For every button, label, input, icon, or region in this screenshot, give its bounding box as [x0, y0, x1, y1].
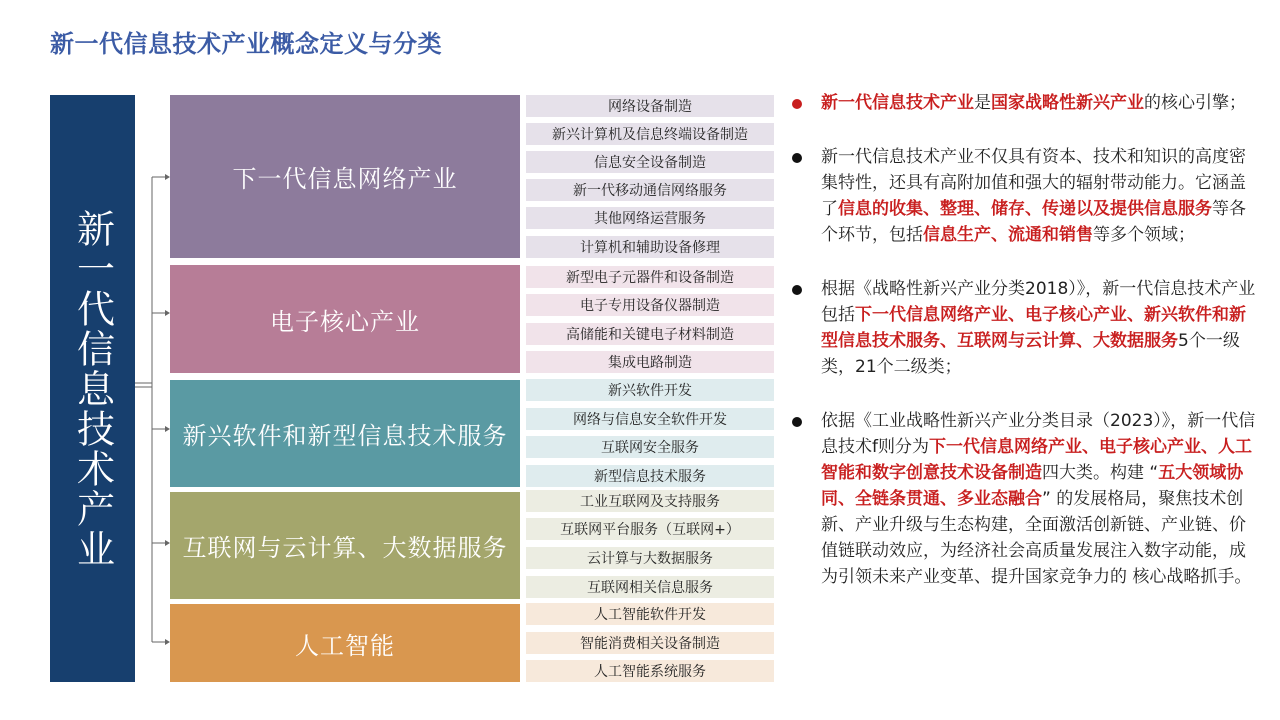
- category-box: [170, 95, 520, 258]
- subcategory-item: 高储能和关键电子材料制造: [526, 323, 774, 345]
- category-box: [170, 380, 520, 487]
- category-label: 电子核心产业: [270, 307, 420, 336]
- run: ” 的发展格局，聚焦技术创新、产业升级与生态构建，全面激活创新链、产业链、价值链联动效应，为经济社会高质量发展注入数字动能，成为引领未来产业变革、提升国家竞争力的 核心战略抓手。: [821, 489, 1252, 587]
- subcategory-item: 其他网络运营服务: [526, 207, 774, 229]
- tree-connector: [135, 95, 171, 682]
- subcategory-item: 互联网平台服务（互联网+）: [526, 518, 774, 540]
- subcategory-item: 新型信息技术服务: [526, 465, 774, 487]
- subcategory-item: 云计算与大数据服务: [526, 547, 774, 569]
- subcategory-item: 信息安全设备制造: [526, 151, 774, 173]
- subcategory-item: 智能消费相关设备制造: [526, 632, 774, 654]
- run: 等各个环节，包括: [821, 199, 1246, 245]
- subcategory-item: 工业互联网及支持服务: [526, 490, 774, 512]
- run: 信息生产、流通和销售: [923, 225, 1093, 245]
- run: 的核心引擎；: [1144, 93, 1246, 113]
- bullet-item: [790, 408, 1260, 590]
- run: 根据《战略性新兴产业分类2018）》，新一代信息技术产业包括: [821, 279, 1256, 325]
- page-title: 新一代信息技术产业概念定义与分类: [50, 30, 442, 58]
- run: 等多个领域；: [1093, 225, 1195, 245]
- subcategory-item: 人工智能系统服务: [526, 660, 774, 682]
- bullet-item: [790, 276, 1260, 380]
- run: 下一代信息网络产业、电子核心产业、新兴软件和新型信息技术服务、互联网与云计算、大数据服务: [821, 305, 1246, 351]
- run: 新一代信息技术产业不仅具有资本、技术和知识的高度密集特性，还具有高附加值和强大的辐射带动能力。它涵盖了: [821, 147, 1246, 219]
- bullet-dot-icon: [792, 99, 802, 109]
- subcategory-item: 互联网相关信息服务: [526, 576, 774, 598]
- root-category-box: [50, 95, 135, 682]
- bullet-item: [790, 90, 1260, 116]
- run: 四大类。构建 “: [1042, 463, 1159, 483]
- run: 信息的收集、整理、储存、传递以及提供信息服务: [838, 199, 1212, 219]
- subcategory-item: 新型电子元器件和设备制造: [526, 266, 774, 288]
- subcategory-item: 集成电路制造: [526, 351, 774, 373]
- run: 5个一级类，21个二级类；: [821, 331, 1240, 377]
- bullet-dot-icon: [792, 153, 802, 163]
- category-label: 新兴软件和新型信息技术服务: [182, 422, 508, 450]
- subcategory-item: 新一代移动通信网络服务: [526, 179, 774, 201]
- run: 新一代信息技术产业: [821, 93, 974, 113]
- root-category-label: 新一代信息技术产业: [70, 208, 115, 569]
- subcategory-item: 网络与信息安全软件开发: [526, 408, 774, 430]
- subcategory-item: 新兴计算机及信息终端设备制造: [526, 123, 774, 145]
- run: 依据《工业战略性新兴产业分类目录（2023）》，新一代信息技术f则分为: [821, 411, 1256, 457]
- description-panel: [790, 90, 1260, 590]
- category-label: 人工智能: [295, 631, 395, 660]
- subcategory-item: 电子专用设备仪器制造: [526, 294, 774, 316]
- subcategory-item: 人工智能软件开发: [526, 603, 774, 625]
- category-box: [170, 492, 520, 599]
- bullet-item: [790, 144, 1260, 248]
- run: 是: [974, 93, 991, 113]
- category-box: [170, 604, 520, 682]
- run: 五大领域协同、全链条贯通、多业态融合: [821, 463, 1244, 509]
- run: 下一代信息网络产业、电子核心产业、人工智能和数字创意技术设备制造: [821, 437, 1252, 483]
- subcategory-item: 计算机和辅助设备修理: [526, 236, 774, 258]
- category-label: 互联网与云计算、大数据服务: [182, 534, 508, 562]
- bullet-dot-icon: [792, 417, 802, 427]
- subcategory-item: 互联网安全服务: [526, 436, 774, 458]
- bullet-dot-icon: [792, 285, 802, 295]
- subcategory-item: 新兴软件开发: [526, 379, 774, 401]
- category-box: [170, 265, 520, 373]
- category-label: 下一代信息网络产业: [232, 165, 458, 193]
- subcategory-item: 网络设备制造: [526, 95, 774, 117]
- run: 国家战略性新兴产业: [991, 93, 1144, 113]
